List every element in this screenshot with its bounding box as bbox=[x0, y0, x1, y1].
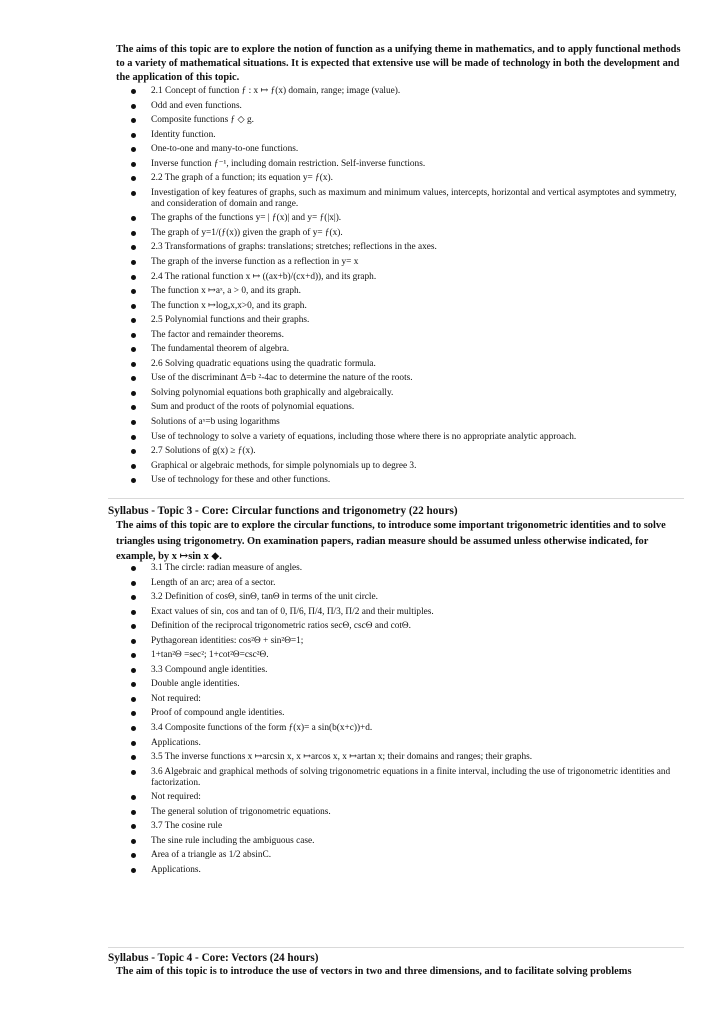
list-item-text: Not required: bbox=[151, 693, 201, 704]
list-item-text: Definition of the reciprocal trigonometric ratios secΘ, cscΘ and cotΘ. bbox=[151, 621, 411, 632]
list-item bbox=[151, 228, 681, 239]
bullet-icon bbox=[131, 318, 136, 323]
list-item-text: Investigation of key features of graphs, such as maximum and minimum values, intercepts, horizontal and vertical asymptotes and symmetry, and consideration of domain and range. bbox=[151, 187, 677, 209]
list-item bbox=[151, 592, 681, 603]
bullet-icon bbox=[131, 810, 136, 815]
list-item-text: Identity function. bbox=[151, 129, 216, 140]
list-item-text: 1+tan²Θ =sec²; 1+cot²Θ=csc²Θ. bbox=[151, 650, 269, 661]
list-item bbox=[151, 257, 681, 268]
list-item bbox=[151, 752, 681, 763]
list-item-text: The sine rule including the ambiguous case. bbox=[151, 835, 315, 846]
list-item bbox=[151, 865, 681, 876]
list-item-text: 3.4 Composite functions of the form ƒ(x)= a sin(b(x+c))+d. bbox=[151, 723, 373, 734]
list-item bbox=[151, 475, 681, 486]
bullet-icon bbox=[131, 741, 136, 746]
list-item-text: Not required: bbox=[151, 792, 201, 803]
list-item-text: 2.4 The rational function x ↦ ((ax+b)/(cx+d)), and its graph. bbox=[151, 271, 377, 282]
list-item bbox=[151, 767, 681, 789]
list-item-text: 2.6 Solving quadratic equations using the quadratic formula. bbox=[151, 358, 376, 369]
list-item-text: 3.2 Definition of cosΘ, sinΘ, tanΘ in terms of the unit circle. bbox=[151, 592, 378, 603]
bullet-icon bbox=[131, 639, 136, 644]
list-item bbox=[151, 679, 681, 690]
list-item-text: 2.5 Polynomial functions and their graphs. bbox=[151, 315, 310, 326]
bullet-icon bbox=[131, 624, 136, 629]
bullet-icon bbox=[131, 245, 136, 250]
list-item bbox=[151, 130, 681, 141]
bullet-icon bbox=[131, 566, 136, 571]
bullet-icon bbox=[131, 610, 136, 615]
list-item-text: Double angle identities. bbox=[151, 679, 240, 690]
list-item bbox=[151, 272, 681, 283]
bullet-icon bbox=[131, 147, 136, 152]
list-item-text: The function x ↦logₐx,x>0, and its graph. bbox=[151, 300, 307, 311]
list-item bbox=[151, 159, 681, 170]
list-item bbox=[151, 578, 681, 589]
list-item bbox=[151, 650, 681, 661]
list-item-text: Use of technology to solve a variety of equations, including those where there is no appropriate analytic approach. bbox=[151, 431, 577, 442]
list-item bbox=[151, 738, 681, 749]
list-item bbox=[151, 821, 681, 832]
topic3-intro: The aims of this topic are to explore the circular functions, to introduce some important trigonometric identities and to solve triangles using trigonometry. On examination papers, radian measure should be assumed unless otherwise indicated, for example, by x ↦sin x ◆. bbox=[116, 520, 666, 562]
list-item bbox=[151, 636, 681, 647]
list-item-text: 3.3 Compound angle identities. bbox=[151, 664, 268, 675]
list-item bbox=[151, 173, 681, 184]
list-item-text: Exact values of sin, cos and tan of 0, Π/6, Π/4, Π/3, Π/2 and their multiples. bbox=[151, 606, 434, 617]
list-item-text: Pythagorean identities: cos²Θ + sin²Θ=1; bbox=[151, 635, 304, 646]
list-item bbox=[151, 807, 681, 818]
bullet-icon bbox=[131, 581, 136, 586]
bullet-icon bbox=[131, 191, 136, 196]
list-item bbox=[151, 461, 681, 472]
list-item-text: Area of a triangle as 1/2 absinC. bbox=[151, 850, 272, 861]
list-item bbox=[151, 432, 681, 443]
list-item-text: 3.1 The circle: radian measure of angles. bbox=[151, 563, 303, 573]
bullet-icon bbox=[131, 391, 136, 396]
list-item-text: Graphical or algebraic methods, for simple polynomials up to degree 3. bbox=[151, 460, 417, 471]
list-item bbox=[151, 446, 681, 457]
list-item bbox=[151, 86, 681, 97]
bullet-icon bbox=[131, 795, 136, 800]
bullet-icon bbox=[131, 682, 136, 687]
list-item-text: Applications. bbox=[151, 864, 201, 875]
list-item-text: Length of an arc; area of a sector. bbox=[151, 577, 276, 588]
bullet-icon bbox=[131, 118, 136, 123]
bullet-icon bbox=[131, 853, 136, 858]
list-item-text: The graph of the inverse function as a reflection in y= x bbox=[151, 257, 359, 268]
list-item-text: Sum and product of the roots of polynomial equations. bbox=[151, 402, 355, 413]
list-item-text: 2.1 Concept of function ƒ : x ↦ ƒ(x) domain, range; image (value). bbox=[151, 86, 401, 96]
list-item-text: Proof of compound angle identities. bbox=[151, 708, 285, 719]
list-item bbox=[151, 101, 681, 112]
list-item bbox=[151, 144, 681, 155]
bullet-icon bbox=[131, 362, 136, 367]
topic2-intro: The aims of this topic are to explore the notion of function as a unifying theme in mathematics, and to apply functional methods to a variety of mathematical situations. It is expected that extensive use will be made of technology in both the development and the application of this topic. bbox=[116, 44, 681, 84]
list-item bbox=[151, 417, 681, 428]
bullet-icon bbox=[131, 347, 136, 352]
bullet-icon bbox=[131, 275, 136, 280]
list-item bbox=[151, 359, 681, 370]
list-item-text: Solving polynomial equations both graphically and algebraically. bbox=[151, 387, 394, 398]
list-item-text: 3.6 Algebraic and graphical methods of solving trigonometric equations in a finite interval, including the use of trigonometric identities and factorization. bbox=[151, 766, 671, 788]
list-item bbox=[151, 402, 681, 413]
list-item-text: The graphs of the functions y= | ƒ(x)| and y= ƒ(|x|). bbox=[151, 213, 342, 224]
list-item-text: Applications. bbox=[151, 737, 201, 748]
bullet-icon bbox=[131, 435, 136, 440]
bullet-icon bbox=[131, 304, 136, 309]
topic3-heading: Syllabus - Topic 3 - Core: Circular functions and trigonometry (22 hours) bbox=[108, 505, 458, 517]
list-item bbox=[151, 330, 681, 341]
list-item-text: 3.5 The inverse functions x ↦arcsin x, x ↦arcos x, x ↦artan x; their domains and ranges; their graphs. bbox=[151, 752, 533, 763]
bullet-icon bbox=[131, 176, 136, 181]
list-item bbox=[151, 301, 681, 312]
bullet-icon bbox=[131, 420, 136, 425]
bullet-icon bbox=[131, 770, 136, 775]
topic2-list bbox=[151, 86, 681, 490]
list-item bbox=[151, 213, 681, 224]
bullet-icon bbox=[131, 711, 136, 716]
bullet-icon bbox=[131, 216, 136, 221]
list-item-text: Odd and even functions. bbox=[151, 100, 242, 111]
list-item bbox=[151, 694, 681, 705]
list-item-text: Use of the discriminant Δ=b ²-4ac to determine the nature of the roots. bbox=[151, 373, 413, 384]
list-item bbox=[151, 344, 681, 355]
list-item-text: Inverse function ƒ⁻¹, including domain restriction. Self-inverse functions. bbox=[151, 158, 426, 169]
list-item bbox=[151, 621, 681, 632]
list-item-text: The graph of y=1/(ƒ(x)) given the graph of y= ƒ(x). bbox=[151, 227, 343, 238]
bullet-icon bbox=[131, 133, 136, 138]
topic4-heading: Syllabus - Topic 4 - Core: Vectors (24 hours) bbox=[108, 952, 319, 964]
bullet-icon bbox=[131, 595, 136, 600]
list-item bbox=[151, 792, 681, 803]
bullet-icon bbox=[131, 405, 136, 410]
bullet-icon bbox=[131, 231, 136, 236]
bullet-icon bbox=[131, 289, 136, 294]
bullet-icon bbox=[131, 162, 136, 167]
bullet-icon bbox=[131, 449, 136, 454]
list-item-text: 2.2 The graph of a function; its equation y= ƒ(x). bbox=[151, 173, 333, 184]
list-item bbox=[151, 836, 681, 847]
list-item bbox=[151, 188, 681, 210]
list-item-text: The factor and remainder theorems. bbox=[151, 329, 284, 340]
list-item bbox=[151, 723, 681, 734]
list-item bbox=[151, 665, 681, 676]
bullet-icon bbox=[131, 668, 136, 673]
bullet-icon bbox=[131, 376, 136, 381]
bullet-icon bbox=[131, 333, 136, 338]
bullet-icon bbox=[131, 464, 136, 469]
list-item-text: Solutions of aˣ=b using logarithms bbox=[151, 417, 280, 428]
list-item bbox=[151, 388, 681, 399]
bullet-icon bbox=[131, 478, 136, 483]
list-item bbox=[151, 850, 681, 861]
list-item bbox=[151, 115, 681, 126]
bullet-icon bbox=[131, 89, 136, 94]
list-item bbox=[151, 607, 681, 618]
section-divider bbox=[108, 498, 684, 499]
list-item-text: The function x ↦aˣ, a > 0, and its graph. bbox=[151, 286, 301, 297]
list-item bbox=[151, 708, 681, 719]
bullet-icon bbox=[131, 260, 136, 265]
bullet-icon bbox=[131, 868, 136, 873]
list-item-text: One-to-one and many-to-one functions. bbox=[151, 144, 299, 155]
list-item bbox=[151, 373, 681, 384]
list-item-text: 3.7 The cosine rule bbox=[151, 821, 223, 832]
list-item-text: Composite functions ƒ ◇ g. bbox=[151, 115, 254, 126]
list-item bbox=[151, 315, 681, 326]
bullet-icon bbox=[131, 104, 136, 109]
list-item-text: 2.3 Transformations of graphs: translations; stretches; reflections in the axes. bbox=[151, 242, 437, 253]
bullet-icon bbox=[131, 697, 136, 702]
bullet-icon bbox=[131, 839, 136, 844]
list-item bbox=[151, 286, 681, 297]
bullet-icon bbox=[131, 755, 136, 760]
list-item bbox=[151, 563, 681, 574]
bullet-icon bbox=[131, 824, 136, 829]
section-divider bbox=[108, 947, 684, 948]
topic3-list bbox=[151, 563, 681, 879]
list-item-text: Use of technology for these and other functions. bbox=[151, 475, 331, 486]
list-item-text: The general solution of trigonometric equations. bbox=[151, 806, 331, 817]
list-item-text: The fundamental theorem of algebra. bbox=[151, 344, 290, 355]
list-item bbox=[151, 242, 681, 253]
bullet-icon bbox=[131, 726, 136, 731]
bullet-icon bbox=[131, 653, 136, 658]
topic4-intro: The aim of this topic is to introduce the use of vectors in two and three dimensions, and to facilitate solving problems bbox=[116, 966, 632, 977]
list-item-text: 2.7 Solutions of g(x) ≥ ƒ(x). bbox=[151, 446, 256, 457]
